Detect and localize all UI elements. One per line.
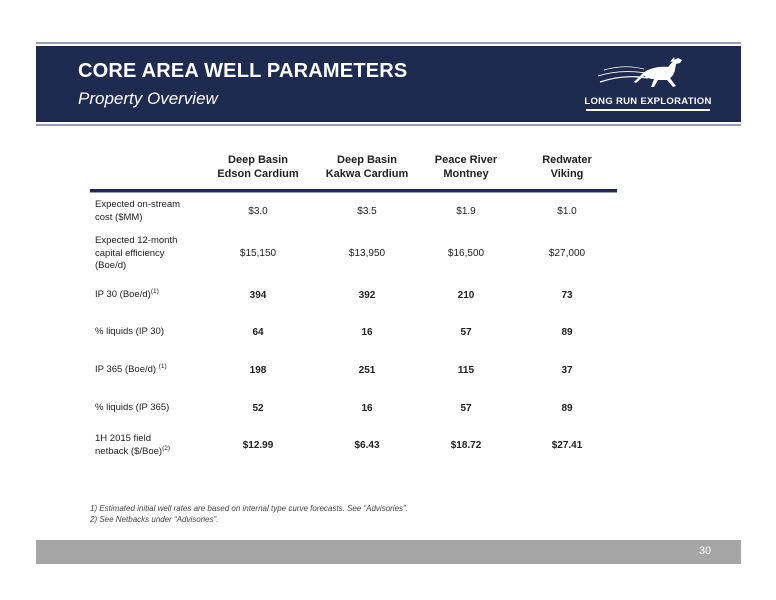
row-label-onstream-cost (95, 199, 180, 224)
table-cell: 37 (561, 365, 573, 376)
column-header-kakwa-cardium (312, 153, 422, 181)
row-label-line: % liquids (IP 30) (95, 326, 164, 337)
footnote-1: 1) Estimated initial well rates are based on internal type curve forecasts. See “Advisories”. (90, 504, 408, 513)
row-label-liquids-ip365 (95, 402, 169, 415)
row-label-line: Expected 12-month (95, 235, 178, 246)
table-cell: 64 (252, 327, 264, 338)
row-label-line: Expected on-stream (95, 199, 181, 210)
row-label-netback (95, 433, 170, 458)
footnote-2: 2) See Netbacks under “Advisories”. (90, 515, 219, 524)
column-header-line: Montney (443, 168, 489, 180)
table-cell: $3.5 (357, 206, 377, 217)
table-cell: $15,150 (239, 248, 277, 259)
row-label-liquids-ip30 (95, 326, 164, 339)
table-cell: 16 (361, 327, 373, 338)
banner-top-rule (36, 42, 741, 44)
table-cell: $13,950 (348, 248, 386, 259)
table-cell: $27.41 (551, 440, 583, 451)
slide-title: CORE AREA WELL PARAMETERS (78, 60, 408, 82)
column-header-redwater-viking (512, 153, 622, 181)
row-label-line: % liquids (IP 365) (95, 402, 170, 413)
row-label-line: (Boe/d) (95, 260, 127, 271)
slide-subtitle: Property Overview (78, 89, 218, 108)
column-header-line: Edson Cardium (217, 168, 299, 180)
table-cell: 115 (457, 365, 475, 376)
table-cell: 210 (457, 290, 475, 301)
company-logo (584, 54, 712, 114)
table-cell: 251 (358, 365, 376, 376)
row-label-line: IP 30 (Boe/d) (95, 289, 151, 300)
table-cell: $18.72 (450, 440, 482, 451)
banner-bottom-rule (36, 124, 741, 126)
footnote-marker: (1) (158, 362, 167, 370)
row-label-ip365 (95, 364, 167, 377)
table-cell: 89 (561, 327, 573, 338)
table-cell: $12.99 (242, 440, 274, 451)
column-header-line: Redwater (542, 154, 592, 166)
table-cell: 73 (561, 290, 573, 301)
table-cell: 394 (249, 290, 267, 301)
table-cell: 89 (561, 403, 573, 414)
row-label-line: netback ($/Boe) (95, 445, 163, 457)
row-label-line: cost ($MM) (95, 211, 143, 223)
logo-text: LONG RUN EXPLORATION (584, 96, 712, 107)
table-cell: $27,000 (548, 248, 586, 259)
table-cell: 16 (361, 403, 373, 414)
table-cell: 57 (460, 403, 472, 414)
table-cell: 57 (460, 327, 472, 338)
column-header-line: Deep Basin (228, 154, 288, 166)
row-label-line: IP 365 (Boe/d) (95, 364, 159, 375)
footer-bar (36, 540, 741, 564)
page-number: 30 (698, 545, 712, 557)
column-header-line: Deep Basin (337, 154, 397, 166)
row-label-capital-efficiency (95, 235, 177, 273)
table-cell: 392 (358, 290, 376, 301)
column-header-line: Kakwa Cardium (325, 168, 409, 180)
column-header-edson-cardium (203, 153, 313, 181)
footnote-marker: (1) (150, 287, 159, 295)
horse-logo-icon (598, 54, 698, 94)
row-label-line: capital efficiency (95, 247, 165, 259)
table-cell: $1.9 (456, 206, 476, 217)
footnote-marker: (2) (162, 444, 171, 452)
table-cell: 52 (252, 403, 264, 414)
logo-underline (586, 109, 710, 111)
row-label-ip30 (95, 289, 159, 302)
column-header-peace-river-montney (411, 153, 521, 181)
table-cell: $1.0 (557, 206, 577, 217)
column-header-line: Viking (550, 168, 584, 180)
row-label-line: 1H 2015 field (95, 433, 151, 444)
table-cell: $16,500 (447, 248, 485, 259)
table-cell: $3.0 (248, 206, 268, 217)
column-header-line: Peace River (434, 154, 498, 166)
table-cell: 198 (249, 365, 267, 376)
table-cell: $6.43 (354, 440, 380, 451)
table-header-rule-shadow (90, 192, 617, 193)
